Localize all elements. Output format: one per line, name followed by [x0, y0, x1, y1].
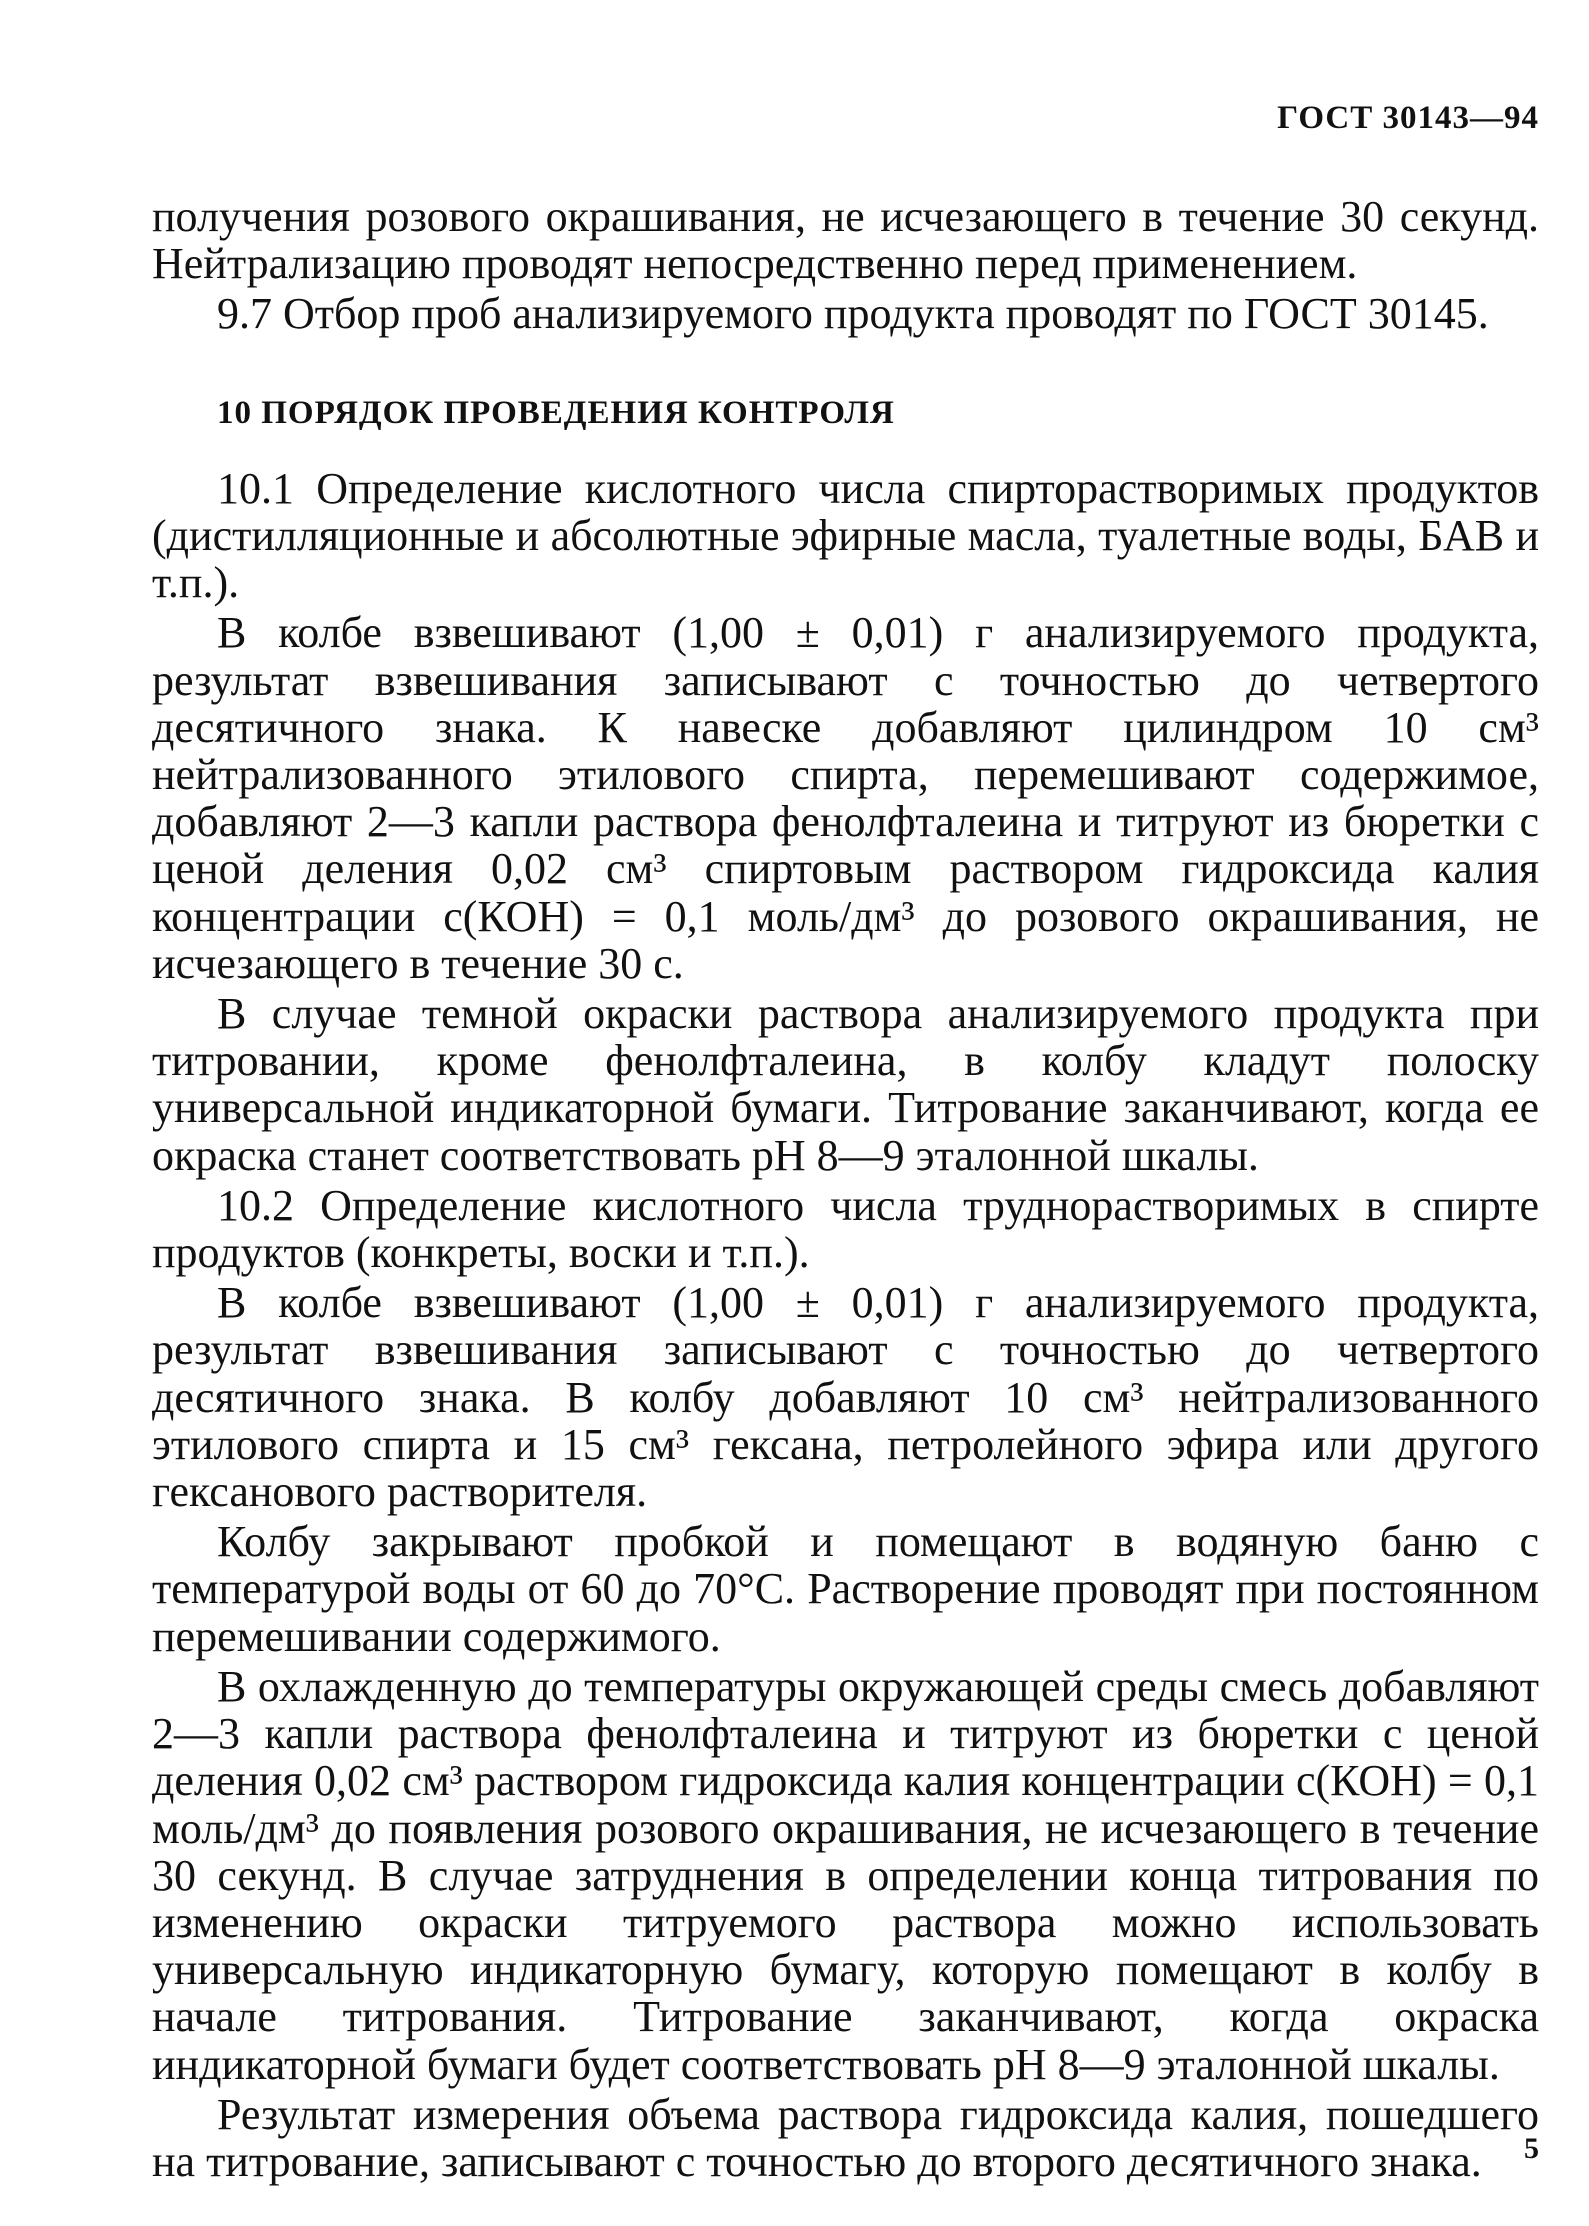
paragraph-10-2: 10.2 Определение кислотного числа труднорастворимых в спирте продуктов (конкреты, воски и т.п.). [152, 1180, 1539, 1278]
paragraph-10-1-procedure: В колбе взвешивают (1,00 ± 0,01) г анализируемого продукта, результат взвешивания записывают с точностью до четвертого десятичного знака. К навеске добавляют цилиндром 10 см³ нейтрализованного этилового спирта, перемешивают содержимое, добавляют 2—3 капли раствора фенолфталеина и титруют из бюретки с ценой деления 0,02 см³ спиртовым раствором гидроксида калия концентрации с(КОН) = 0,1 моль/дм³ до розового окрашивания, не исчезающего в течение 30 с. [152, 608, 1539, 988]
section-heading-10: 10 ПОРЯДОК ПРОВЕДЕНИЯ КОНТРОЛЯ [217, 394, 895, 431]
paragraph-10-1-dark-sample: В случае темной окраски раствора анализируемого продукта при титровании, кроме фенолфталеина, в колбу кладут полоску универсальной индикаторной бумаги. Титрование заканчивают, когда ее окраска станет соответствовать рН 8—9 эталонной шкалы. [152, 989, 1539, 1180]
page-number: 5 [1524, 2132, 1539, 2165]
paragraph-9-7: 9.7 Отбор проб анализируемого продукта проводят по ГОСТ 30145. [217, 289, 1489, 339]
paragraph-10-2-dissolution: Колбу закрывают пробкой и помещают в водяную баню с температурой воды от 60 до 70°С. Растворение проводят при постоянном перемешивании содержимого. [152, 1517, 1539, 1661]
paragraph-10-2-result: Результат измерения объема раствора гидроксида калия, пошедшего на титрование, записывают с точностью до второго десятичного знака. [152, 2089, 1539, 2186]
paragraph-continuation: получения розового окрашивания, не исчезающего в течение 30 секунд. Нейтрализацию проводят непосредственно перед применением. [152, 192, 1539, 289]
standard-code-header: ГОСТ 30143—94 [1277, 100, 1539, 136]
paragraph-10-2-titration: В охлажденную до температуры окружающей среды смесь добавляют 2—3 капли раствора фенолфталеина и титруют из бюретки с ценой деления 0,02 см³ раствором гидроксида калия концентрации с(КОН) = 0,1 моль/дм³ до появления розового окрашивания, не исчезающего в течение 30 секунд. В случае затруднения в определении конца титрования по изменению окраски титруемого раствора можно использовать универсальную индикаторную бумагу, которую помещают в колбу в начале титрования. Титрование заканчивают, когда окраска индикаторной бумаги будет соответствовать рН 8—9 эталонной шкалы. [152, 1661, 1539, 2089]
paragraph-10-2-weighing: В колбе взвешивают (1,00 ± 0,01) г анализируемого продукта, результат взвешивания записывают с точностью до четвертого десятичного знака. В колбу добавляют 10 см³ нейтрализованного этилового спирта и 15 см³ гексана, петролейного эфира или другого гексанового растворителя. [152, 1278, 1539, 1517]
paragraph-10-1: 10.1 Определение кислотного числа спирторастворимых продуктов (дистилляционные и абсолютные эфирные масла, туалетные воды, БАВ и т.п.). [152, 463, 1539, 608]
